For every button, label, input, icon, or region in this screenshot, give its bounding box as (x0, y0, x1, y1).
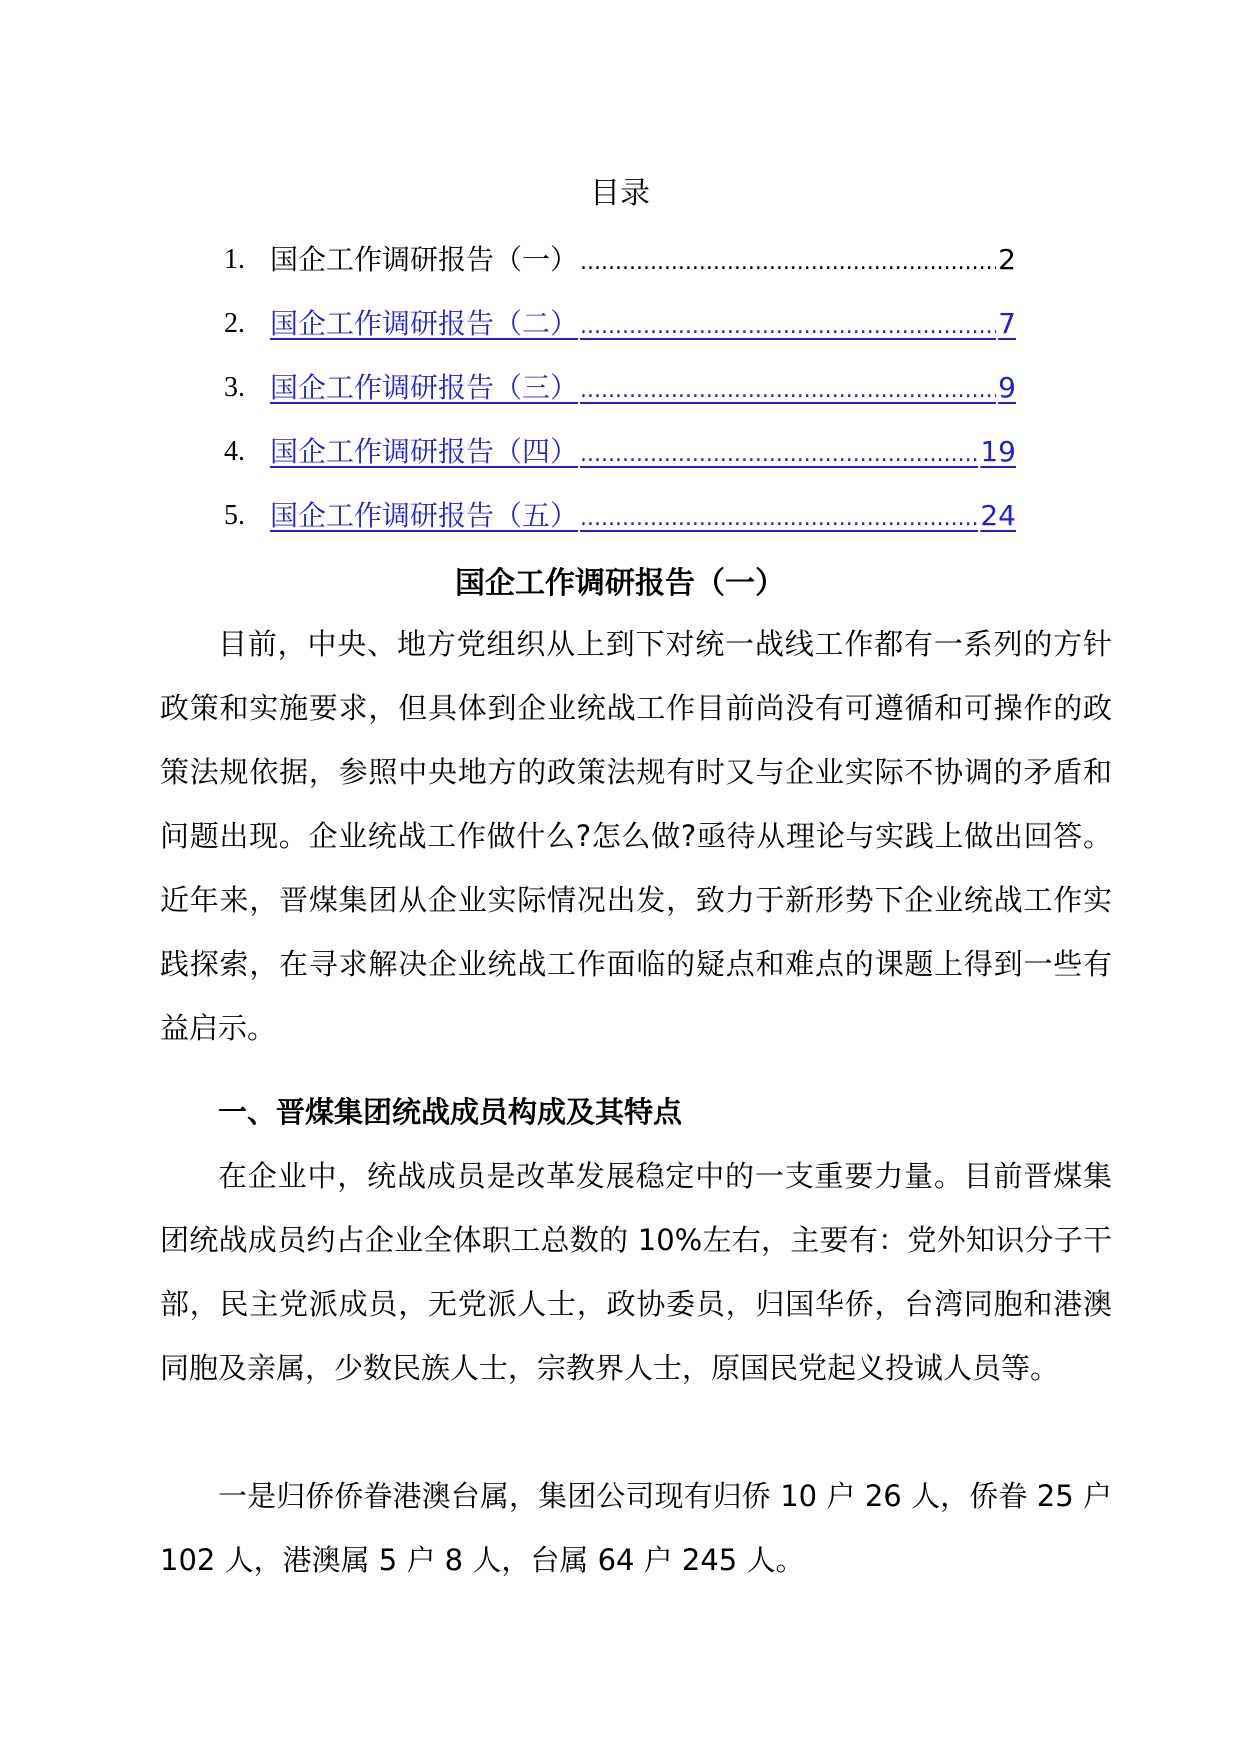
toc-link-3[interactable] (270, 366, 1016, 413)
toc-item-page: 2 (998, 243, 1016, 276)
toc-leader-dots (580, 305, 996, 349)
toc-item-label: 国企工作调研报告（一） (270, 243, 579, 276)
toc-item-number: 2. (224, 308, 245, 339)
toc-item (224, 494, 1016, 558)
toc-item-number: 4. (224, 436, 245, 467)
toc-item-label: 国企工作调研报告（二） (270, 307, 579, 340)
toc-item (224, 430, 1016, 494)
toc-entry-1[interactable] (270, 238, 1016, 285)
toc-leader-dots (580, 369, 996, 413)
table-of-contents (224, 238, 1016, 558)
toc-link-4[interactable] (270, 430, 1016, 477)
toc-item-page: 19 (980, 435, 1016, 468)
report-title: 国企工作调研报告（一） (455, 566, 785, 601)
toc-item-number: 5. (224, 500, 245, 531)
paragraph-members: 在企业中，统战成员是改革发展稳定中的一支重要力量。目前晋煤集团统战成员约占企业全体职工总数的 10%左右，主要有：党外知识分子干部，民主党派成员，无党派人士，政协委员，归国华侨，台湾同胞和港澳同胞及亲属，少数民族人士，宗教界人士，原国民党起义投诚人员等。 (160, 1159, 1112, 1385)
toc-item-page: 24 (980, 499, 1016, 532)
toc-item (224, 238, 1016, 302)
toc-leader-dots (580, 433, 978, 477)
toc-item-page: 9 (998, 371, 1016, 404)
toc-leader-dots (580, 497, 978, 541)
toc-leader-dots (580, 241, 996, 285)
section-heading: 一、晋煤集团统战成员构成及其特点 (218, 1095, 683, 1129)
toc-item-page: 7 (998, 307, 1016, 340)
toc-item-number: 3. (224, 372, 245, 403)
toc-title: 目录 (590, 176, 650, 211)
toc-item (224, 302, 1016, 366)
toc-link-2[interactable] (270, 302, 1016, 349)
toc-item-label: 国企工作调研报告（四） (270, 435, 579, 468)
toc-item-label: 国企工作调研报告（五） (270, 499, 579, 532)
toc-item (224, 366, 1016, 430)
toc-link-5[interactable] (270, 494, 1016, 541)
toc-item-label: 国企工作调研报告（三） (270, 371, 579, 404)
paragraph-intro: 目前，中央、地方党组织从上到下对统一战线工作都有一系列的方针政策和实施要求，但具体到企业统战工作目前尚没有可遵循和可操作的政策法规依据，参照中央地方的政策法规有时又与企业实际不协调的矛盾和问题出现。企业统战工作做什么?怎么做?亟待从理论与实践上做出回答。近年来，晋煤集团从企业实际情况出发，致力于新形势下企业统战工作实践探索，在寻求解决企业统战工作面临的疑点和难点的课题上得到一些有益启示。 (160, 627, 1112, 1045)
toc-item-number: 1. (224, 244, 245, 275)
paragraph-overseas: 一是归侨侨眷港澳台属，集团公司现有归侨 10 户 26 人，侨眷 25 户 102 人，港澳属 5 户 8 人，台属 64 户 245 人。 (160, 1479, 1112, 1577)
